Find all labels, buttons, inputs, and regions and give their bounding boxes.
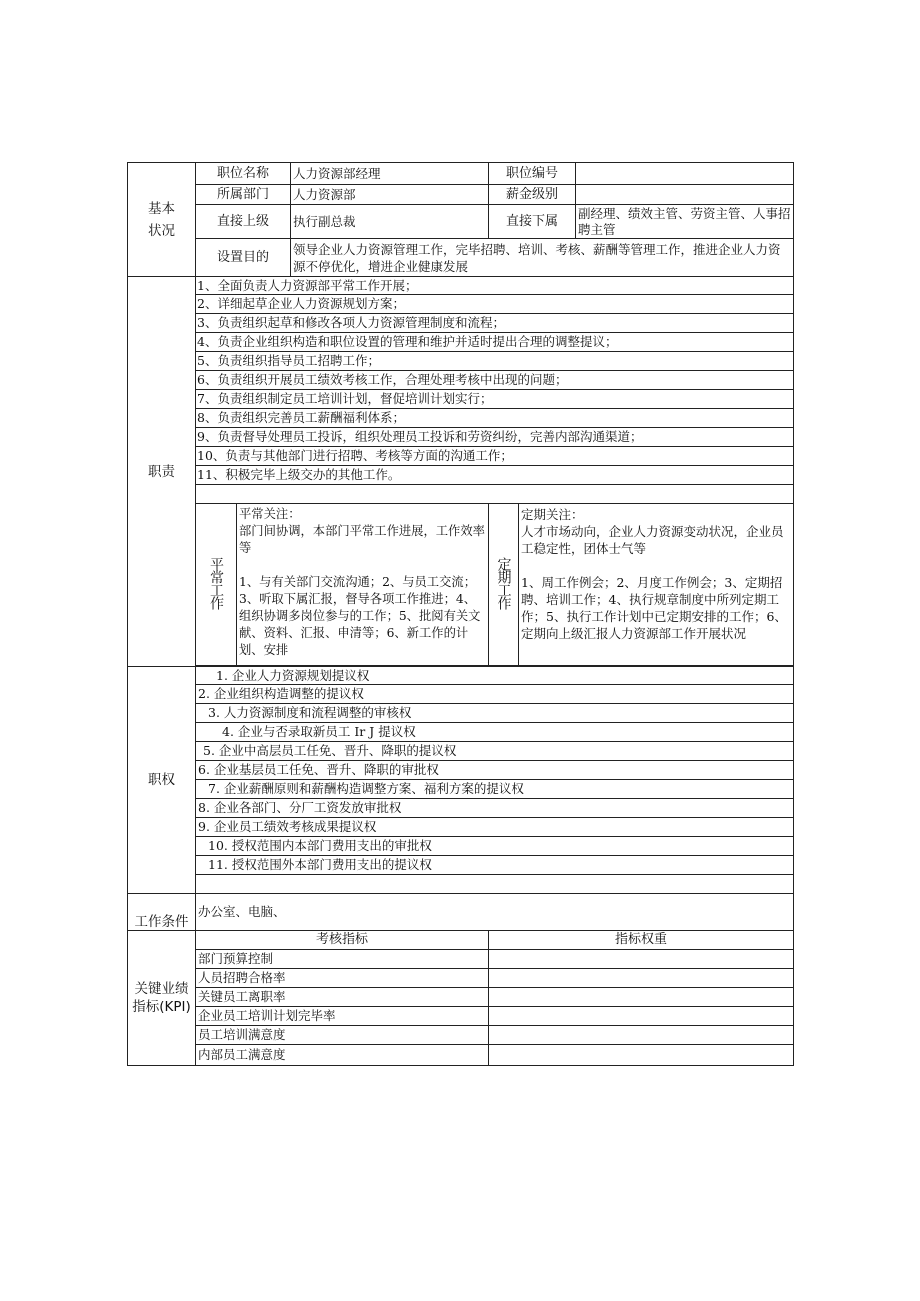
power-item: 5. 企业中高层员工任免、晋升、降职的提议权 [196, 742, 794, 761]
periodic-focus-title: 定期关注： [521, 507, 584, 522]
power-item: 10. 授权范围内本部门费用支出的审批权 [196, 837, 794, 856]
kpi-weight [489, 988, 794, 1007]
kpi-weight [489, 950, 794, 969]
periodic-work-label: 定期工作 [489, 504, 519, 666]
basic-section-label: 基本状况 [128, 163, 196, 277]
position-code-label: 职位编号 [489, 163, 576, 185]
duty-item: 8、负责组织完善员工薪酬福利体系； [196, 409, 794, 428]
duty-item: 2、详细起草企业人力资源规划方案； [196, 295, 794, 314]
power-item: 6. 企业基层员工任免、晋升、降职的审批权 [196, 761, 794, 780]
powers-section-label: 职权 [128, 667, 196, 894]
duty-item: 4、负责企业组织构造和职位设置的管理和维护并适时提出合理的调整提议； [196, 333, 794, 352]
power-item: 4. 企业与否录取新员工 Ir J 提议权 [196, 723, 794, 742]
job-description-form [127, 162, 793, 1082]
duty-item: 1、全面负责人力资源部平常工作开展； [196, 277, 794, 295]
kpi-weight [489, 1007, 794, 1026]
job-description-table [127, 162, 794, 1066]
daily-focus: 部门间协调，本部门平常工作进展，工作效率等 [239, 524, 485, 555]
purpose-value: 领导企业人力资源管理工作，完毕招聘、培训、考核、薪酬等管理工作，推进企业人力资源不停优化，增进企业健康发展 [291, 239, 794, 277]
periodic-focus: 人才市场动向，企业人力资源变动状况，企业员工稳定性，团体士气等 [521, 524, 784, 556]
kpi-indicator-header: 考核指标 [196, 931, 489, 950]
duty-item: 6、负责组织开展员工绩效考核工作，合理处理考核中出现的问题； [196, 371, 794, 390]
position-code-value [576, 163, 794, 185]
daily-focus-title: 平常关注： [239, 507, 301, 521]
power-item: 11. 授权范围外本部门费用支出的提议权 [196, 856, 794, 875]
subordinate-value: 副经理、绩效主管、劳资主管、人事招聘主管 [576, 205, 794, 239]
power-item: 2. 企业组织构造调整的提议权 [196, 685, 794, 704]
conditions-value: 办公室、电脑、 [196, 894, 794, 931]
kpi-section-label: 关键业绩指标(KPI) [128, 931, 196, 1066]
purpose-label: 设置目的 [196, 239, 291, 277]
power-item: 8. 企业各部门、分厂工资发放审批权 [196, 799, 794, 818]
kpi-weight [489, 1045, 794, 1066]
dept-label: 所属部门 [196, 185, 291, 205]
daily-work-content [237, 504, 489, 666]
kpi-indicator: 部门预算控制 [196, 950, 489, 969]
kpi-indicator: 内部员工满意度 [196, 1045, 489, 1066]
periodic-work-content [519, 504, 794, 666]
duty-item: 10、负责与其他部门进行招聘、考核等方面的沟通工作； [196, 447, 794, 466]
duties-section-label: 职责 [128, 277, 196, 667]
periodic-tasks: 1、周工作例会；2、月度工作例会；3、定期招聘、培训工作；4、执行规章制度中所列定期工作；5、执行工作计划中已定期安排的工作；6、定期向上级汇报人力资源部工作开展状况 [521, 575, 787, 641]
position-name-label: 职位名称 [196, 163, 291, 185]
position-name-value: 人力资源部经理 [291, 163, 489, 185]
daily-work-label: 平常工作 [196, 504, 237, 666]
kpi-indicator: 员工培训满意度 [196, 1026, 489, 1045]
daily-tasks: 1、与有关部门交流沟通；2、与员工交流；3、听取下属汇报，督导各项工作推进；4、组织协调多岗位参与的工作；5、批阅有关文献、资料、汇报、申清等；6、新工作的计划、安排 [239, 575, 481, 657]
kpi-indicator: 关键员工离职率 [196, 988, 489, 1007]
duty-item: 11、积极完毕上级交办的其他工作。 [196, 466, 794, 485]
kpi-indicator: 人员招聘合格率 [196, 969, 489, 988]
salary-value [576, 185, 794, 205]
salary-label: 薪金级别 [489, 185, 576, 205]
power-item: 3. 人力资源制度和流程调整的审核权 [196, 704, 794, 723]
subordinate-label: 直接下属 [489, 205, 576, 239]
kpi-weight-header: 指标权重 [489, 931, 794, 950]
dept-value: 人力资源部 [291, 185, 489, 205]
power-item: 7. 企业薪酬原则和薪酬构造调整方案、福利方案的提议权 [196, 780, 794, 799]
kpi-indicator: 企业员工培训计划完毕率 [196, 1007, 489, 1026]
power-item: 1. 企业人力资源规划提议权 [196, 667, 794, 685]
duty-item: 7、负责组织制定员工培训计划，督促培训计划实行； [196, 390, 794, 409]
superior-value: 执行副总裁 [291, 205, 489, 239]
duty-empty-row [196, 485, 794, 504]
superior-label: 直接上级 [196, 205, 291, 239]
conditions-section-label: 工作条件 [128, 894, 196, 931]
kpi-weight [489, 1026, 794, 1045]
duty-item: 3、负责组织起草和修改各项人力资源管理制度和流程； [196, 314, 794, 333]
power-item: 9. 企业员工绩效考核成果提议权 [196, 818, 794, 837]
duty-item: 5、负责组织指导员工招聘工作； [196, 352, 794, 371]
power-empty-row [196, 875, 794, 894]
kpi-weight [489, 969, 794, 988]
duty-item: 9、负责督导处理员工投诉，组织处理员工投诉和劳资纠纷，完善内部沟通渠道； [196, 428, 794, 447]
